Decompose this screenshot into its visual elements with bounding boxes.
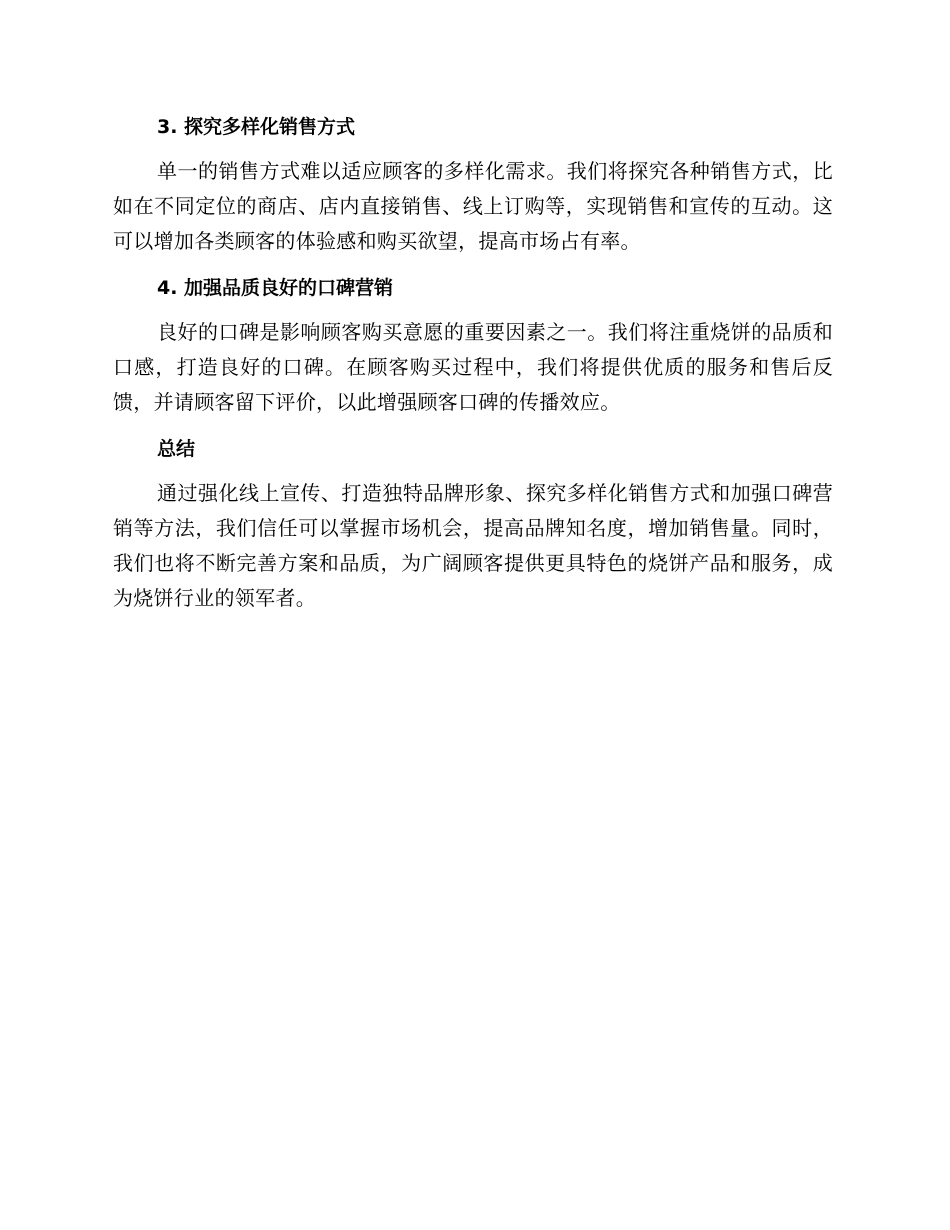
section-word-of-mouth — [113, 269, 833, 420]
section-summary — [113, 430, 833, 616]
section-heading: 3. 探究多样化销售方式 — [157, 116, 356, 138]
section-diversified-sales — [113, 108, 833, 259]
section-paragraph: 良好的口碑是影响顾客购买意愿的重要因素之一。我们将注重烧饼的品质和口感，打造良好的口碑。在顾客购买过程中，我们将提供优质的服务和售后反馈，并请顾客留下评价，以此增强顾客口碑的传播效应。 — [113, 320, 833, 414]
section-paragraph: 通过强化线上宣传、打造独特品牌形象、探究多样化销售方式和加强口碑营销等方法，我们信任可以掌握市场机会，提高品牌知名度，增加销售量。同时，我们也将不断完善方案和品质，为广阔顾客提供更具特色的烧饼产品和服务，成为烧饼行业的领军者。 — [113, 481, 833, 610]
section-heading: 总结 — [157, 438, 196, 460]
document-page — [113, 108, 833, 626]
section-heading: 4. 加强品质良好的口碑营销 — [157, 277, 394, 299]
section-paragraph: 单一的销售方式难以适应顾客的多样化需求。我们将探究各种销售方式，比如在不同定位的商店、店内直接销售、线上订购等，实现销售和宣传的互动。这可以增加各类顾客的体验感和购买欲望，提高市场占有率。 — [113, 159, 833, 253]
